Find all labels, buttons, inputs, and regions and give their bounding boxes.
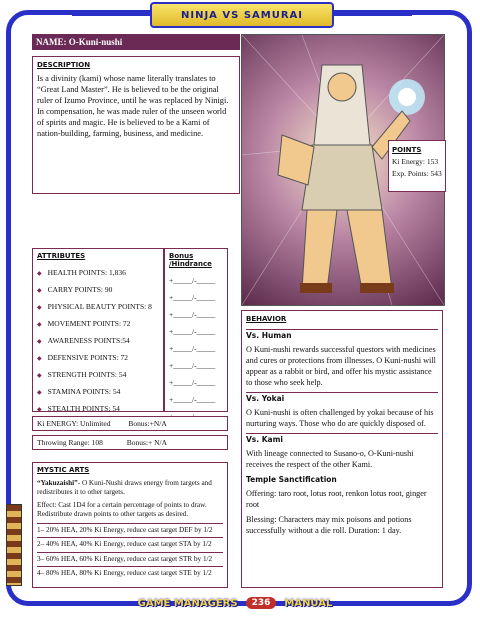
vs-yokai-text: O Kuni-nushi is often challenged by yokai because of his nurturing ways. Those who do are quickly disposed of. xyxy=(246,408,434,428)
ki-energy-row xyxy=(32,416,228,431)
ki-energy-value: Ki Energy: 153 xyxy=(392,157,439,166)
vs-yokai-heading: Vs. Yokai xyxy=(246,392,438,404)
footer-right: MANUAL xyxy=(284,597,333,609)
temple-heading: Temple Sanctification xyxy=(246,475,337,484)
attribute-row: ◆ DEFENSIVE POINTS: 72 xyxy=(37,353,129,362)
mystic-arts-heading: MYSTIC ARTS xyxy=(37,466,90,474)
bonus-field[interactable]: +_____/-_____ xyxy=(169,378,216,387)
attribute-row: ◆ MOVEMENT POINTS: 72 xyxy=(37,319,131,328)
throwing-range-row xyxy=(32,435,228,450)
description-panel xyxy=(32,56,240,194)
bonus-field[interactable]: +_____/-_____ xyxy=(169,327,216,336)
attribute-row: ◆ HEALTH POINTS: 1,836 xyxy=(37,268,126,277)
footer-left: GAME MANAGERS xyxy=(137,597,238,609)
footer-banner xyxy=(135,592,335,614)
exp-points-value: Exp. Points: 543 xyxy=(392,169,442,178)
mystic-effect: Effect: Cast 1D4 for a certain percentage of points to draw. Redistribute drawn points to other targets as desired. xyxy=(37,500,207,518)
points-panel xyxy=(388,140,446,192)
throwing-range-label: Throwing Range: 108 xyxy=(37,438,103,447)
mystic-tier: 2– 40% HEA, 40% Ki Energy, reduce cast target STA by 1/2 xyxy=(37,537,223,552)
bonus-heading: Bonus /Hindrance xyxy=(169,252,212,268)
offering-text: Offering: taro root, lotus root, renkon lotus root, ginger root xyxy=(246,489,427,509)
attribute-row: ◆ AWARENESS POINTS:54 xyxy=(37,336,130,345)
mystic-tier: 1– 20% HEA, 20% Ki Energy, reduce cast target DEF by 1/2 xyxy=(37,523,223,538)
attribute-row: ◆ CARRY POINTS: 90 xyxy=(37,285,113,294)
attribute-row: ◆ STAMINA POINTS: 54 xyxy=(37,387,121,396)
vs-human-heading: Vs. Human xyxy=(246,329,438,341)
bonus-field[interactable]: +_____/-_____ xyxy=(169,395,216,404)
behavior-panel xyxy=(241,310,443,588)
decorative-strip xyxy=(6,504,22,586)
attribute-row: ◆ STEALTH POINTS: 54 xyxy=(37,404,120,413)
blessing-text: Blessing: Characters may mix poisons and potions successfully without a die roll. Duration: 1 day. xyxy=(246,515,412,535)
mystic-tier: 4– 80% HEA, 80% Ki Energy, reduce cast target STE by 1/2 xyxy=(37,566,223,581)
mystic-arts-panel xyxy=(32,462,228,588)
bonus-field[interactable]: +_____/-_____ xyxy=(169,276,216,285)
attribute-row: ◆ STRENGTH POINTS: 54 xyxy=(37,370,127,379)
title-banner xyxy=(150,2,334,28)
mystic-tier: 3– 60% HEA, 60% Ki Energy, reduce cast target STR by 1/2 xyxy=(37,552,223,567)
vs-kami-heading: Vs. Kami xyxy=(246,433,438,445)
bonus-field[interactable]: +_____/-_____ xyxy=(169,310,216,319)
banner-text: NINJA VS SAMURAI xyxy=(181,9,303,21)
attributes-heading: ATTRIBUTES xyxy=(37,252,86,260)
vs-human-text: O Kuni-nushi rewards successful questors with medicines and cures or protections from illnesses. O Kuni-nushi will appear as a rabbit or bird, and offer his mystic assistance to those who seek help. xyxy=(246,345,436,387)
attribute-row: ◆ PHYSICAL BEAUTY POINTS: 8 xyxy=(37,302,152,311)
throwing-bonus: Bonus:+ N/A xyxy=(126,438,167,447)
bonus-field[interactable]: +_____/-_____ xyxy=(169,344,216,353)
vs-kami-text: With lineage connected to Susano-o, O-Kuni-nushi receives the respect of the other Kami. xyxy=(246,449,414,469)
bonus-panel xyxy=(164,248,228,412)
mystic-intro: “Yakuzaishi”- O Kuni-Nushi draws energy from targets and redistributes it to other targets. xyxy=(37,478,212,496)
description-text: Is a divinity (kami) whose name literally translates to “Great Land Master”. He is believed to be the original ruler of Izumo Province, until he was replaced by Ninigi. In compensation, he was made ruler of the unseen world of spirits and magic. He is believed to be a Kami of nation-building, farming, business, and medicine. xyxy=(37,74,229,138)
attributes-panel xyxy=(32,248,164,412)
points-heading: POINTS xyxy=(392,146,422,154)
character-name: NAME: O-Kuni-nushi xyxy=(32,34,240,50)
behavior-heading: BEHAVIOR xyxy=(246,315,287,323)
page-number: 236 xyxy=(246,597,277,609)
bonus-field[interactable]: +_____/-_____ xyxy=(169,361,216,370)
bonus-field[interactable]: +_____/-_____ xyxy=(169,293,216,302)
ki-bonus: Bonus:+N/A xyxy=(128,419,167,428)
ki-energy-label: Ki ENERGY: Unlimited xyxy=(37,419,111,428)
description-heading: DESCRIPTION xyxy=(37,61,91,69)
